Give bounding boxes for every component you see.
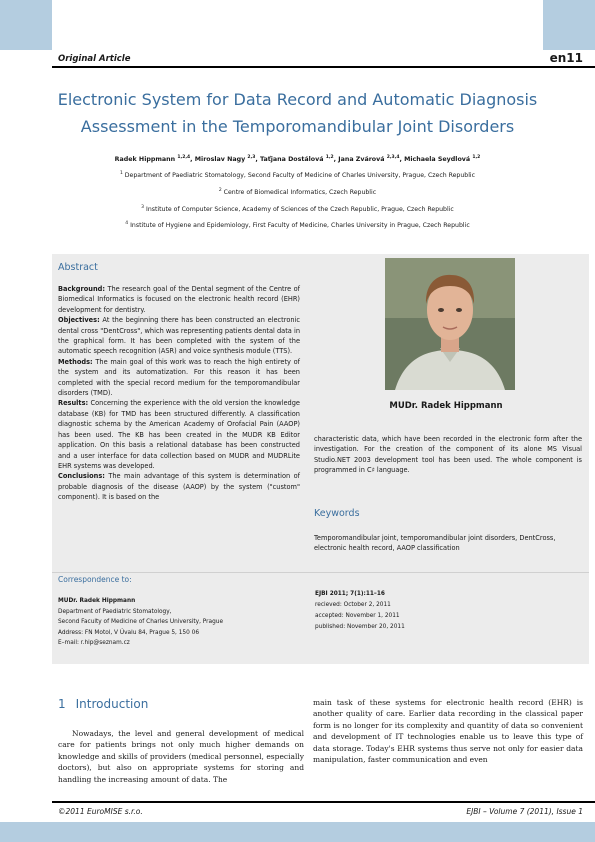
correspondence-line: Second Faculty of Medicine of Charles University, Prague <box>58 619 224 625</box>
article-type: Original Article <box>58 54 131 64</box>
affiliation: $^4$ Institute of Hygiene and Epidemiology, First Faculty of Medicine, Charles University in Prague, Czech Republic <box>125 221 470 230</box>
author: Miroslav Nagy $^{2,3}$ <box>194 155 256 164</box>
keywords-text: Temporomandibular joint, temporomandibular joint disorders, DentCross, electronic health record, AAOP classification <box>314 534 556 553</box>
correspondence-line: Department of Paediatric Stomatology, <box>58 608 172 615</box>
photo-caption: MUDr. Radek Hippmann <box>389 401 503 411</box>
keywords-heading: Keywords <box>314 508 360 519</box>
correspondence-details <box>58 596 308 649</box>
body-text-left: Nowadays, the level and general development of medical care for patients brings not only much higher demands on knowledge and skills of providers (medical personnel, especially doctors), but also on appropriate systems for storing and handling the increasing amount of data. The <box>58 729 304 784</box>
author: Jana Zvárová $^{2,3,4}$ <box>338 155 400 164</box>
affiliation: $^2$ Centre of Biomedical Informatics, Czech Republic <box>218 188 377 197</box>
header-rule <box>52 66 595 68</box>
header-corner-left <box>0 0 52 50</box>
citation: EJBI 2011; 7(1):11–16 <box>315 591 385 597</box>
footer-copyright: ©2011 EuroMISE s.r.o. <box>58 807 143 816</box>
correspondence-name: MUDr. Radek Hippmann <box>58 598 136 604</box>
accepted-date: accepted: November 1, 2011 <box>315 613 400 619</box>
section-heading <box>58 697 148 711</box>
title-line-2: Assessment in the Temporomandibular Joint Disorders <box>80 117 515 136</box>
affiliation: $^1$ Department of Paediatric Stomatology, Second Faculty of Medicine of Charles University, Prague, Czech Republic <box>119 171 476 180</box>
author: Michaela Seydlová $^{1,2}$ <box>404 155 481 164</box>
paper-title <box>40 86 555 140</box>
author: Radek Hippmann $^{1,2,4}$ <box>114 155 191 164</box>
title-line-1: Electronic System for Data Record and Automatic Diagnosis <box>57 90 538 109</box>
author-portrait-image <box>385 258 515 390</box>
footer-band <box>0 822 595 842</box>
author-photo <box>385 258 515 390</box>
received-date: recieved: October 2, 2011 <box>315 602 391 608</box>
header-corner-right <box>543 0 595 50</box>
correspondence-line: Address: FN Motol, V Úvalu 84, Prague 5, 150 06 <box>58 629 200 636</box>
author-list: Radek Hippmann $^{1,2,4}$, Miroslav Nagy $^{2,3}$, Taťjana Dostálová $^{1,2}$, Jana Zvárová $^{2,3,4}$, Michaela Seydlová $^{1,2}$ <box>114 155 481 164</box>
body-text-right: main task of these systems for electronic health record (EHR) is another quality of care. Earlier data recording in the classical paper form is no longer for its complexity and quantity of data so convenient and development of IT technologies enable us to leave this type of data storage. Today's EHR systems thus serve not only for easier data manipulation, faster communication and even <box>313 698 583 765</box>
publication-info <box>315 589 575 633</box>
footer-rule <box>52 801 595 803</box>
abstract-continued: characteristic data, which have been recorded in the electronic form after the investigation. For the creation of the component of its alone MS Visual Studio.NET 2003 development tool has been used. The whole component is programmed in C♯ language. <box>314 435 582 475</box>
correspondence-email[interactable]: E–mail: r.hip@seznam.cz <box>58 640 130 646</box>
affiliation: $^3$ Institute of Computer Science, Academy of Sciences of the Czech Republic, Prague, Czech Republic <box>141 205 454 214</box>
section-number: 1 <box>58 697 66 711</box>
correspondence-heading: Correspondence to: <box>58 575 132 584</box>
page-tag: en11 <box>549 51 583 65</box>
author: Taťjana Dostálová $^{1,2}$ <box>260 155 334 164</box>
published-date: published: November 20, 2011 <box>315 624 405 630</box>
abstract-heading: Abstract <box>58 262 98 273</box>
footer-journal-issue: EJBI – Volume 7 (2011), Issue 1 <box>466 807 583 816</box>
section-title: Introduction <box>75 697 149 711</box>
abstract-text: Background: The research goal of the Dental segment of the Centre of Biomedical Informatics is focused on the electronic health record (EHR) development for dentistry. Objectives: At the beginning there has been constructed an electronic dental cross "DentCross", which was representing patients dental data in the graphical form. It has been completed with the system of the automatic speech recognition (ASR) and voice synthesis module (TTS). Methods: The main goal of this work was to reach the high entirety of the system and its automatization. For this reason it has been completed with the special record medium for the temporomandibular disorders (TMD). Results: Concerning the experience with the old version the knowledge database (KB) for TMD has been structured differently. A classification diagnostic schema by the American Academy of Orofacial Pain (AAOP) has been used. The KB has been created in the MUDR KB Editor application. On this basis a relational database has been constructed and a user interface for data collection based on MUDR and MUDRLite EHR systems was developed. Conclusions: The main advantage of this system is determination of probable diagnosis of the disease (AAOP) by the system ("custom" component). It is based on the <box>58 285 300 502</box>
